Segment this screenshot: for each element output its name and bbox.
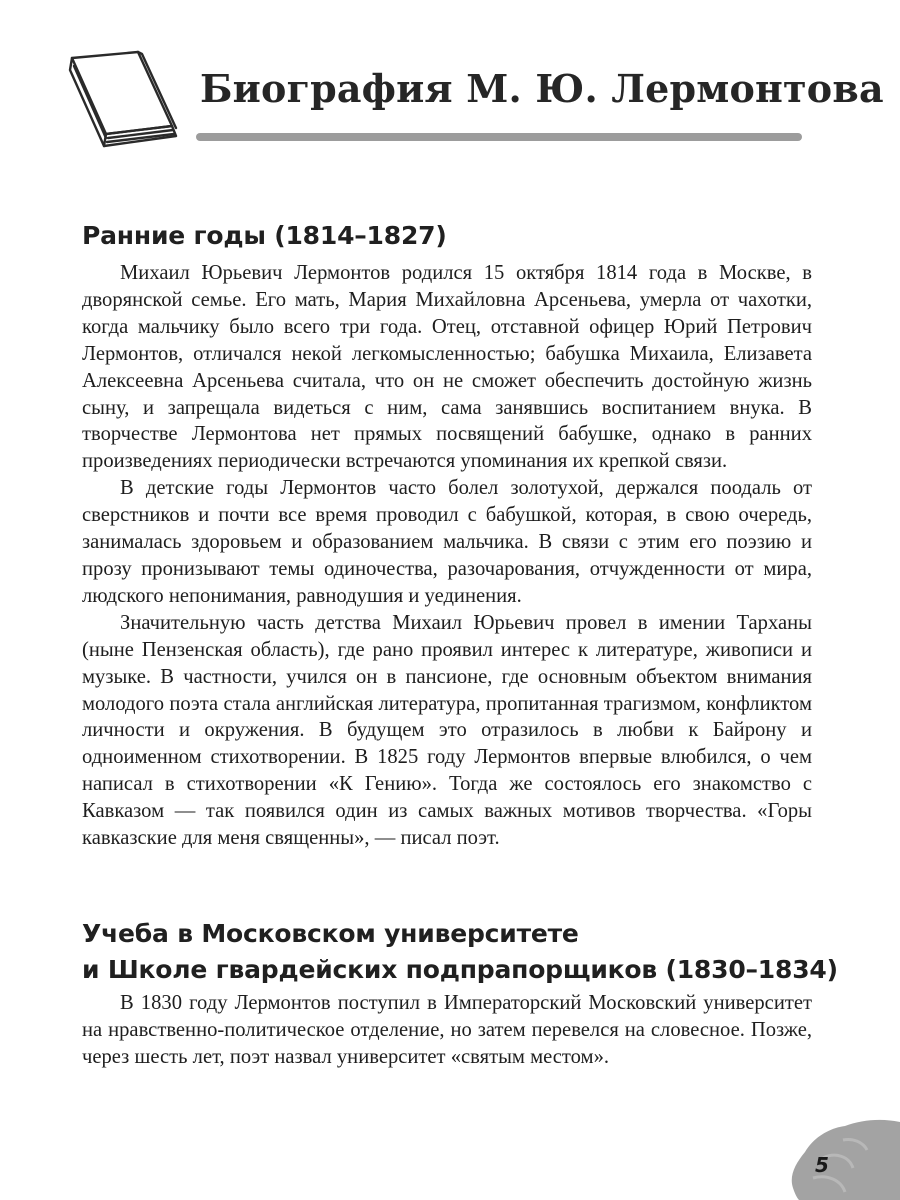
page-title: Биография М. Ю. Лермонтова — [200, 66, 884, 111]
page-number: 5 — [815, 1153, 829, 1177]
section-heading-line: Учеба в Московском университете — [82, 919, 579, 948]
paragraph: Михаил Юрьевич Лермонтов родился 15 октября 1814 года в Москве, в дворянской семье. Его мать, Мария Михайловна Арсеньева, умерла от чахотки, когда мальчику было всего три года. Отец, отставной офицер Юрий Петрович Лермонтов, отличался некой легкомысленностью; бабушка Михаила, Елизавета Алексеевна Арсеньева считала, что он не сможет обеспечить достойную жизнь сыну, и запрещала видеться с ним, сама занявшись воспитанием внука. В творчестве Лермонтова нет прямых посвящений бабушке, однако в ранних произведениях периодически встречаются упоминания их крепкой связи. — [82, 262, 812, 473]
section-body-early-years — [82, 260, 812, 852]
section-heading-early-years: Ранние годы (1814–1827) — [82, 221, 447, 250]
section-heading-line: и Школе гвардейских подпрапорщиков (1830–1834) — [82, 955, 838, 984]
paragraph: В детские годы Лермонтов часто болел золотухой, держался поодаль от сверстников и почти все время проводил с бабушкой, которая, в свою очередь, занималась здоровьем и образованием мальчика. В связи с этим его поэзию и прозу пронизывают темы одиночества, разочарования, отчужденности от мира, людского непонимания, равнодушия и уединения. — [82, 477, 812, 607]
book-icon — [64, 44, 182, 154]
title-underline — [196, 133, 802, 141]
section-body-education — [82, 990, 812, 1071]
page-number-badge — [783, 1118, 900, 1200]
paragraph: Значительную часть детства Михаил Юрьевич провел в имении Тарханы (ныне Пензенская область), где рано проявил интерес к литературе, живописи и музыке. В частности, учился он в пансионе, где основным объектом внимания молодого поэта стала английская литература, пропитанная трагизмом, конфликтом личности и окружения. В будущем это отразилось в любви к Байрону и одноименном стихотворении. В 1825 году Лермонтов впервые влюбился, о чем написал в стихотворении «К Гению». Тогда же состоялось его знакомство с Кавказом — так появился один из самых важных мотивов творчества. «Горы кавказские для меня священны», — писал поэт. — [82, 611, 812, 850]
paragraph: В 1830 году Лермонтов поступил в Императорский Московский университет на нравственно-политическое отделение, но затем перевелся на словесное. Позже, через шесть лет, поэт назвал университет «святым местом». — [82, 992, 812, 1068]
section-heading-education — [82, 916, 838, 988]
